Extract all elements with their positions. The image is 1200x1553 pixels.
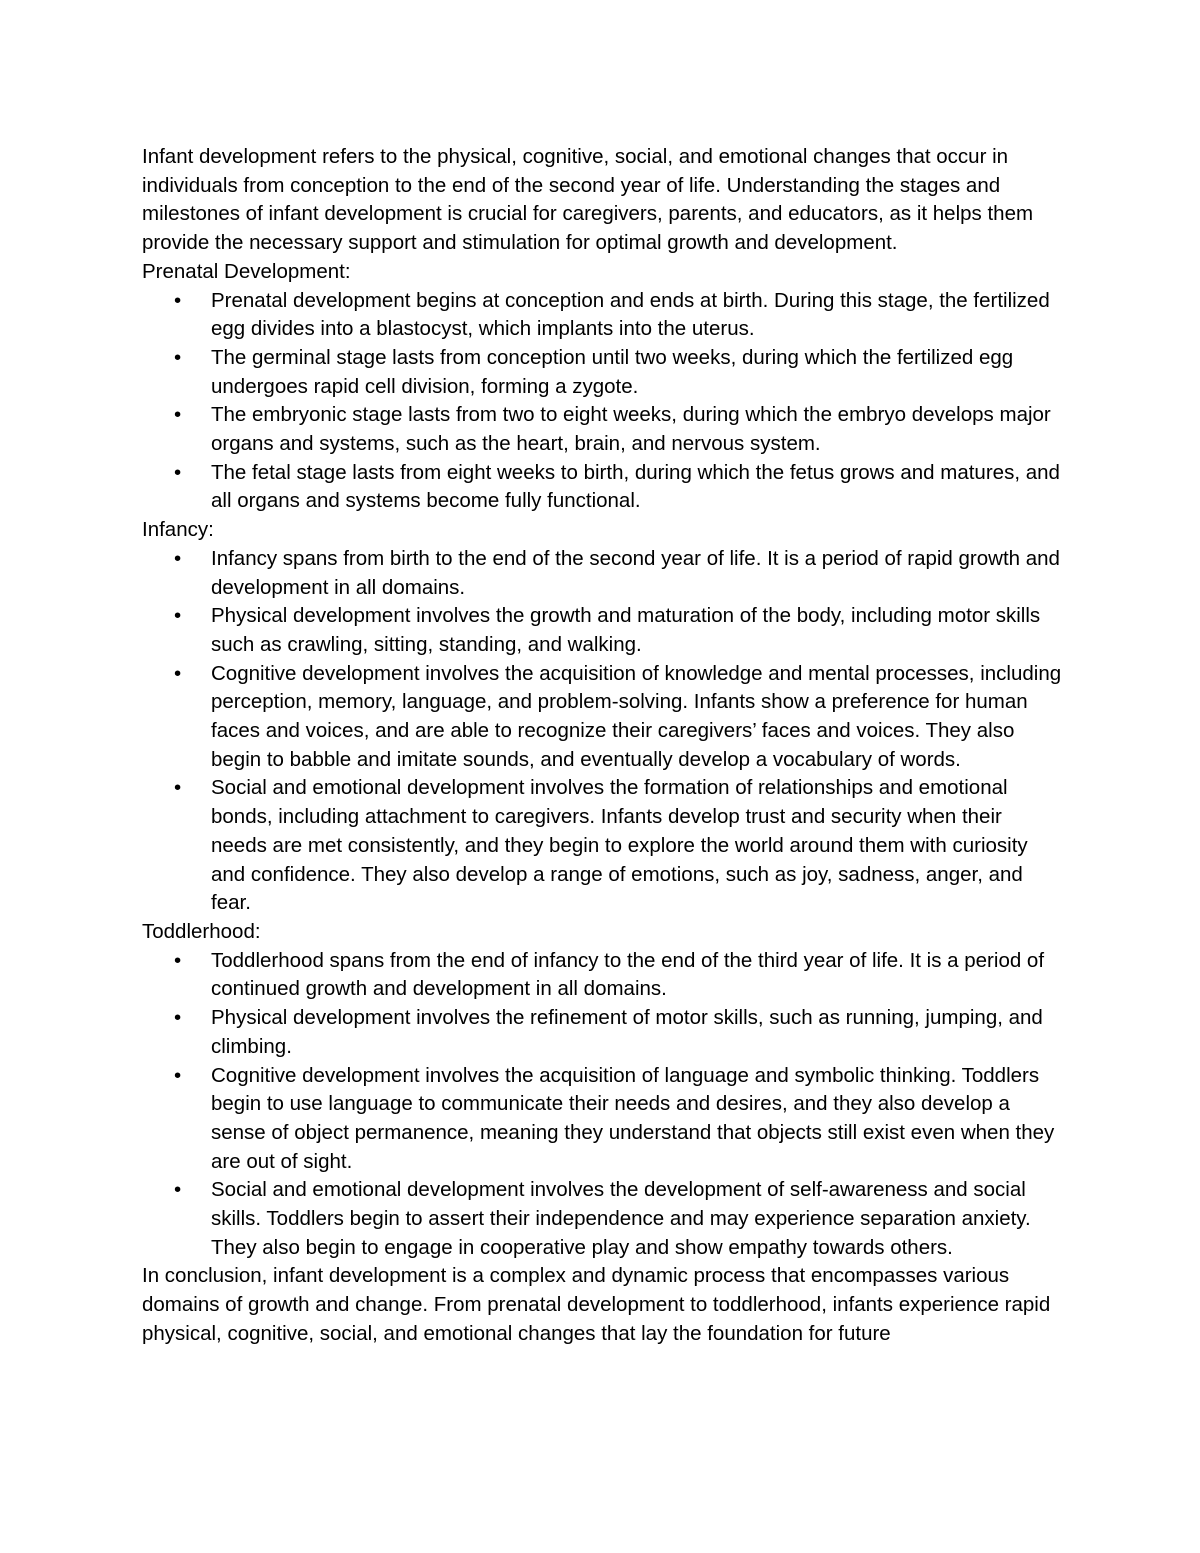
- list-item-text: Physical development involves the growth and maturation of the body, including motor skills such as crawling, sitting, standing, and walking.: [211, 604, 1041, 656]
- bullet-icon: •: [174, 403, 182, 427]
- list-item: [142, 660, 1062, 775]
- bullet-icon: •: [174, 460, 182, 484]
- list-item: [142, 459, 1062, 516]
- list-item-text: The embryonic stage lasts from two to eight weeks, during which the embryo develops major organs and systems, such as the heart, brain, and nervous system.: [211, 403, 1051, 456]
- list-item: [142, 344, 1062, 401]
- bullet-icon: •: [174, 345, 182, 369]
- list-item: [142, 545, 1062, 602]
- list-item-text: Social and emotional development involves the development of self-awareness and social skills. Toddlers begin to assert their independence and may experience separation anxiety. They also begin to engage in cooperative play and show empathy towards others.: [211, 1178, 1031, 1259]
- bullet-icon: •: [174, 604, 182, 628]
- list-item-text: The germinal stage lasts from conception until two weeks, during which the fertilized egg undergoes rapid cell division, forming a zygote.: [211, 345, 1014, 398]
- list-item-text: Infancy spans from birth to the end of the second year of life. It is a period of rapid growth and development in all domains.: [211, 546, 1060, 599]
- bullet-icon: •: [174, 1006, 182, 1030]
- list-item-text: Social and emotional development involves the formation of relationships and emotional bonds, including attachment to caregivers. Infants develop trust and security when their needs are met consistently, and they begin to explore the world around them with curiosity and confidence. They also develop a range of emotions, such as joy, sadness, anger, and fear.: [211, 776, 1028, 915]
- toddlerhood-bullet-list: [142, 947, 1062, 1263]
- list-item-text: Prenatal development begins at conception and ends at birth. During this stage, the fertilized egg divides into a blastocyst, which implants into the uterus.: [211, 288, 1050, 341]
- bullet-icon: •: [174, 288, 182, 312]
- infancy-bullet-list: [142, 545, 1062, 918]
- list-item: [142, 774, 1062, 918]
- bullet-icon: •: [174, 661, 182, 685]
- bullet-icon: •: [174, 1178, 182, 1202]
- list-item: [142, 287, 1062, 344]
- list-item: [142, 1176, 1062, 1262]
- list-item: [142, 947, 1062, 1004]
- section-heading-toddlerhood: Toddlerhood:: [142, 919, 261, 943]
- list-item: [142, 1004, 1062, 1061]
- section-heading-prenatal: Prenatal Development:: [142, 259, 351, 283]
- list-item-text: The fetal stage lasts from eight weeks to birth, during which the fetus grows and matures, and all organs and systems become fully functional.: [211, 460, 1060, 513]
- intro-paragraph: Infant development refers to the physical, cognitive, social, and emotional changes that occur in individuals from conception to the end of the second year of life. Understanding the stages and milestones of infant development is crucial for caregivers, parents, and educators, as it helps them provide the necessary support and stimulation for optimal growth and development.: [142, 145, 1034, 255]
- list-item: [142, 401, 1062, 458]
- list-item-text: Cognitive development involves the acquisition of knowledge and mental processes, including perception, memory, language, and problem-solving. Infants show a preference for human faces and voices, and are able to recognize their caregivers’ faces and voices. They also begin to babble and imitate sounds, and eventually develop a vocabulary of words.: [211, 661, 1062, 771]
- bullet-icon: •: [174, 948, 182, 972]
- section-heading-infancy: Infancy:: [142, 518, 214, 542]
- bullet-icon: •: [174, 546, 182, 570]
- list-item-text: Cognitive development involves the acquisition of language and symbolic thinking. Toddlers begin to use language to communicate their needs and desires, and they also develop a sense of object permanence, meaning they understand that objects still exist even when they are out of sight.: [211, 1063, 1055, 1173]
- bullet-icon: •: [174, 1063, 182, 1087]
- list-item: [142, 602, 1062, 659]
- bullet-icon: •: [174, 776, 182, 800]
- list-item: [142, 1062, 1062, 1177]
- list-item-text: Toddlerhood spans from the end of infancy to the end of the third year of life. It is a period of continued growth and development in all domains.: [211, 948, 1045, 1001]
- list-item-text: Physical development involves the refinement of motor skills, such as running, jumping, and climbing.: [211, 1006, 1043, 1058]
- document-body: [142, 143, 1062, 1349]
- prenatal-bullet-list: [142, 287, 1062, 517]
- conclusion-paragraph: In conclusion, infant development is a complex and dynamic process that encompasses various domains of growth and change. From prenatal development to toddlerhood, infants experience rapid physical, cognitive, social, and emotional changes that lay the foundation for future: [142, 1264, 1051, 1345]
